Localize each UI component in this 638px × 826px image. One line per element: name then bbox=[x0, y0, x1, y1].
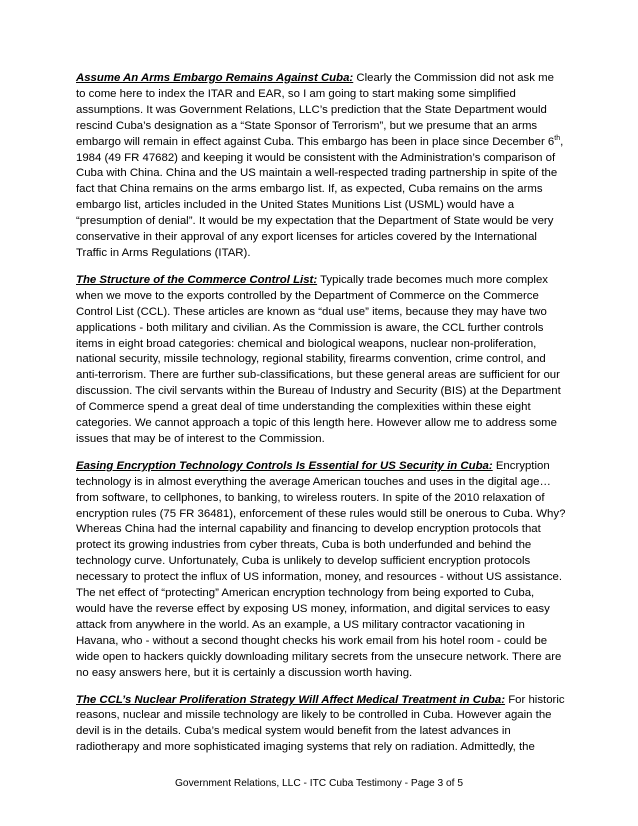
page-body bbox=[76, 71, 566, 767]
paragraph-text: For historic reasons, nuclear and missile technology are likely to be controlled in Cuba. However again the devil is in the details. Cuba’s medical system would benefit from the latest advances in radiotherapy and more sophisticated imaging systems that rely on radiation. Admittedly, the bbox=[76, 693, 565, 754]
paragraph-text: Clearly the Commission did not ask me to come here to index the ITAR and EAR, so I am going to start making some simplified assumptions. It was Government Relations, LLC’s prediction that the State Department would rescind Cuba’s designation as a “State Sponsor of Terrorism”, but we presume that an arms embargo will remain in effect against Cuba. This embargo has been in place since December 6 bbox=[76, 72, 555, 148]
paragraph-encryption bbox=[76, 459, 566, 682]
paragraph-arms-embargo bbox=[76, 71, 566, 262]
paragraph-text: Encryption technology is in almost everything the average American touches and uses in the digital age…from software, to cellphones, to banking, to wireless routers. In spite of the 2010 relaxation of encryption rules (75 FR 36481), enforcement of these rules would still be onerous to Cuba. Why? Whereas China had the internal capability and financing to develop encryption protocols that protect its growing industries from cyber threats, Cuba is both underfunded and behind the technology curve. Unfortunately, Cuba is unlikely to develop sufficient encryption protocols necessary to protect the influx of US information, money, and resources - without US assistance. The net effect of “protecting” American encryption technology from being exported to Cuba, would have the reverse effect by exposing US money, information, and digital services to easy attack from anywhere in the world. As an example, a US military contractor vacationing in Havana, who - without a second thought checks his work email from his hotel room - could be wide open to hackers quickly downloading military secrets from the unsecure network. There are no easy answers here, but it is certainly a discussion worth having. bbox=[76, 459, 566, 679]
page-footer: Government Relations, LLC - ITC Cuba Testimony - Page 3 of 5 bbox=[174, 778, 464, 789]
paragraph-heading: Assume An Arms Embargo Remains Against Cuba: bbox=[76, 72, 354, 84]
paragraph-text: Typically trade becomes much more complex when we move to the exports controlled by the Department of Commerce on the Commerce Control List (CCL). These articles are known as “dual use” items, because they may have two applications - both military and civilian. As the Commission is aware, the CCL further controls items in eight broad categories: chemical and biological weapons, nuclear non-proliferation, national security, missile technology, regional stability, firearms convention, crime control, and anti-terrorism. There are further sub-classifications, but these general areas are sufficient for our discussion. The civil servants within the Bureau of Industry and Security (BIS) at the Department of Commerce spend a great deal of time understanding the complexities within these eight categories. We cannot approach a topic of this length here. However allow me to address some issues that may be of interest to the Commission. bbox=[76, 273, 561, 445]
paragraph-commerce-control-list bbox=[76, 273, 566, 448]
paragraph-heading: The CCL’s Nuclear Proliferation Strategy Will Affect Medical Treatment in Cuba: bbox=[76, 693, 506, 706]
paragraph-text: , 1984 (49 FR 47682) and keeping it would be consistent with the Administration’s comparison of Cuba with China. China and the US maintain a well-respected trading partnership in spite of the fact that China remains on the arms embargo list. If, as expected, Cuba remains on the arms embargo list, articles included in the United States Munitions List (USML) would have a “presumption of denial”. It would be my expectation that the Department of State would be very conservative in their approval of any export licenses for articles covered by the International Traffic in Arms Regulations (ITAR). bbox=[76, 135, 564, 259]
ordinal-suffix: th bbox=[554, 134, 561, 142]
paragraph-heading: The Structure of the Commerce Control List: bbox=[76, 273, 318, 286]
paragraph-nuclear-proliferation bbox=[76, 693, 566, 757]
paragraph-heading: Easing Encryption Technology Controls Is Essential for US Security in Cuba: bbox=[76, 459, 493, 472]
